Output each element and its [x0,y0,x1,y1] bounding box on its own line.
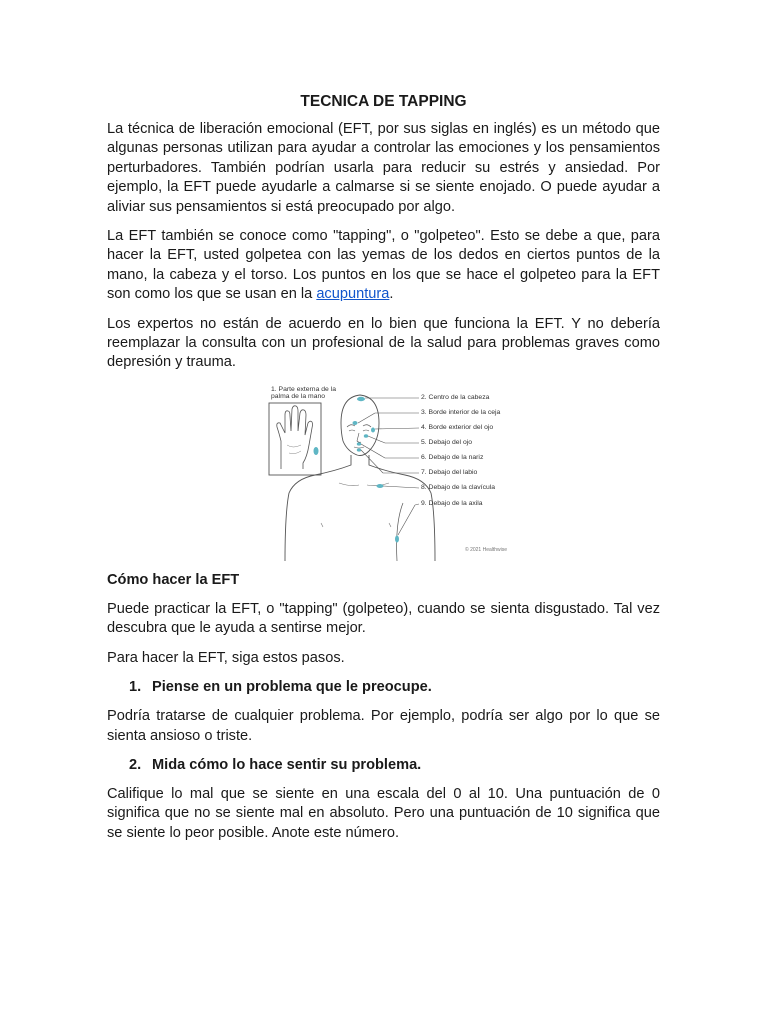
hand-point-label-line1: 1. Parte externa de la [271,385,336,393]
chest-marks [321,523,391,527]
step-2-paragraph: Califique lo mal que se siente en una escala del 0 al 10. Una puntuación de 0 significa que no se siente mal en absoluto. Pero una puntuación de 10 significa que se siente lo peor posible. Anote este número. [107,785,660,841]
tapping-paragraph-text: La EFT también se conoce como "tapping", o "golpeteo". Esto se debe a que, para hacer la EFT, usted golpetea con las yemas de los dedos en ciertos puntos de la mano, la cabeza y el torso. Los puntos en los que se hace el golpeteo para la EFT son como los que se usan en la [107,228,660,303]
nose [357,433,361,442]
head-outline [341,395,379,456]
point-label-6: 6. Debajo de la nariz [421,453,484,461]
hand-point-label-line2: palma de la mano [271,392,326,400]
practice-paragraph: Puede practicar la EFT, o "tapping" (golpeteo), cuando se sienta disgustado. Tal vez descubra que le ayuda a sentirse mejor. [107,600,660,637]
eyes [349,430,369,431]
point-label-9: 9. Debajo de la axila [421,499,483,507]
hand-outline [277,406,313,469]
section-heading: Cómo hacer la EFT [107,571,240,588]
steps-intro-paragraph: Para hacer la EFT, siga estos pasos. [107,649,345,666]
step-1-text: Piense en un problema que le preocupe. [152,679,432,696]
acupuntura-link[interactable]: acupuntura [316,286,390,303]
tap-point-3 [353,421,358,425]
tap-point-7 [357,448,361,451]
step-2 [129,756,660,775]
point-label-4: 4. Borde exterior del ojo [421,423,494,431]
tap-point-8 [377,484,384,488]
step-2-text: Mida cómo lo hace sentir su problema. [152,756,422,773]
left-shoulder-outline [285,455,351,561]
step-1-number: 1. [129,679,142,696]
point-label-3: 3. Borde interior de la ceja [421,408,501,416]
eyebrows [347,425,371,427]
tap-point-5 [364,434,368,438]
document-body [107,92,660,853]
point-label-7: 7. Debajo del labio [421,468,478,476]
point-label-5: 5. Debajo del ojo [421,438,473,446]
step-1 [129,678,660,697]
tapping-points-figure [255,383,515,561]
step-1-paragraph: Podría tratarse de cualquier problema. Por ejemplo, podría ser algo por lo que se sienta ansioso o triste. [107,708,660,744]
point-label-2: 2. Centro de la cabeza [421,393,490,401]
tapping-paragraph-end: . [389,286,394,303]
tap-point-2 [357,397,365,401]
palm-lines [287,445,301,454]
tap-point-4 [371,427,375,432]
tap-point-6 [357,442,361,445]
leader-lines [358,398,419,535]
tap-point-1 [314,447,319,455]
point-label-8: 8. Debajo de la clavícula [421,483,496,491]
intro-paragraph: La técnica de liberación emocional (EFT, por sus siglas en inglés) es un método que algunas personas utilizan para ayudar a controlar las emociones y los pensamientos perturbadores. También podrían usarla para reducir su estrés y ansiedad. Por ejemplo, la EFT puede ayudarle a calmarse si se siente enojado. O puede ayudar a aliviar sus pensamientos si está preocupado por algo. [107,121,660,215]
figure-copyright: © 2021 Healthwise [465,546,508,553]
step-2-number: 2. [129,756,142,773]
mouth [354,447,364,448]
experts-paragraph: Los expertos no están de acuerdo en lo bien que funciona la EFT. Y no debería reemplazar la consulta con un profesional de la salud para problemas graves como depresión y trauma. [107,315,660,371]
hand-inset-frame [269,403,321,475]
document-title: TECNICA DE TAPPING [300,93,467,110]
tap-point-9 [395,535,399,542]
tapping-paragraph [107,227,660,305]
